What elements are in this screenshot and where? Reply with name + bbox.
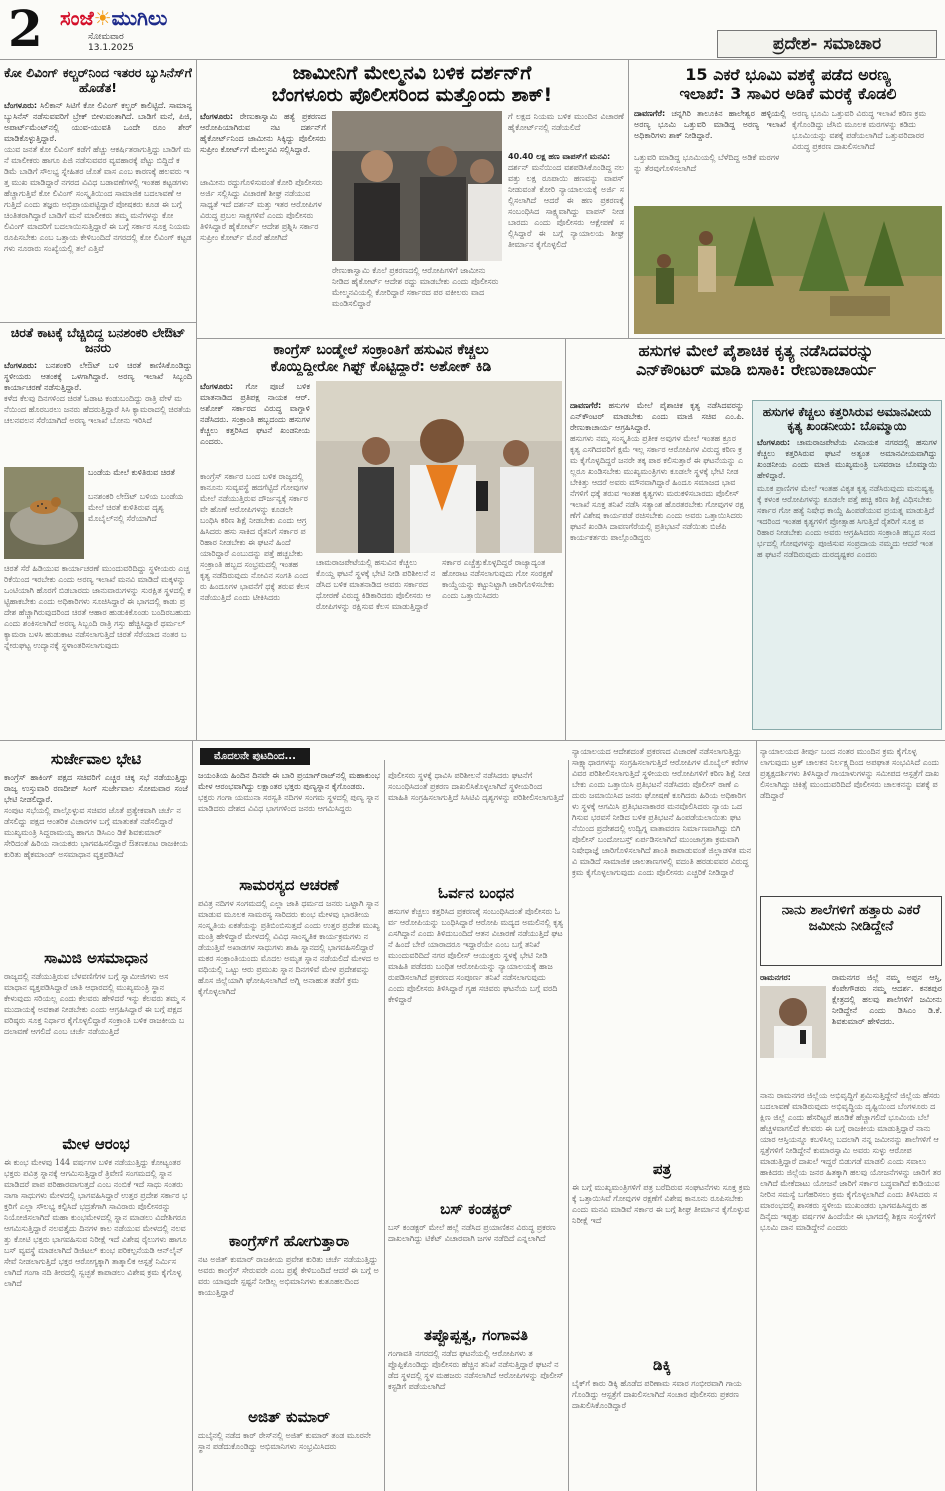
forest-photo <box>634 206 942 334</box>
darshan-photo <box>332 111 502 261</box>
body: ರೇಣುಕಾಸ್ವಾಮಿ ಹತ್ಯೆ ಪ್ರಕರಣದ ಆರೋಪಿಯಾಗಿರುವ ನಟ ದರ್ಶನ್‌ಗೆ ಹೈಕೋರ್ಟ್‌ನಿಂದ ಜಾಮೀನು ಸಿಕ್ಕಿದ್ದು ಪೊಲೀಸರು ಸುಪ್ರೀಂ ಕೋರ್ಟ್‌ಗೆ ಮೇಲ್ಮನವಿ ಸಲ್ಲಿಸಿದ್ದಾರೆ. <box>200 111 327 154</box>
subhead-1: ಸಾಮಿಜಿ ಅಸಮಾಧಾನ <box>44 949 148 967</box>
story-dks-top: ನ್ಯಾಯಾಲಯದ ತೀರ್ಪು ಬಂದ ನಂತರ ಮುಂದಿನ ಕ್ರಮ ಕೈಗೊಳ್ಳಲಾಗುವುದು ಟ್ರಕ್ ಚಾಲಕನ ನಿರ್ಲಕ್ಷ್ಯದಿಂದ ಅಪಘಾತ ಸಂಭವಿಸಿದೆ ಎಂದು ಪ್ರತ್ಯಕ್ಷದರ್ಶಿಗಳು ತಿಳಿಸಿದ್ದಾರೆ ಗಾಯಾಳುಗಳನ್ನು ಸಮೀಪದ ಆಸ್ಪತ್ರೆಗೆ ದಾಖಲಿಸಲಾಗಿದ್ದು ಚಿಕಿತ್ಸೆ ಮುಂದುವರಿದಿದೆ ಪೊಲೀಸರು ಚಾಲಕನನ್ನು ವಶಕ್ಕೆ ಪಡೆದಿದ್ದಾರೆ <box>760 747 940 800</box>
subhead-5: ಬಸ್ ಕಂಡಕ್ಟರ್ <box>440 1200 512 1218</box>
subhead-4: ಓರ್ವನ ಬಂಧನ <box>438 884 514 902</box>
continued-tag: ಮೊದಲನೇ ಪುಟದಿಂದ... <box>200 748 310 765</box>
headline-line2: ಬೆಂಗಳೂರು ಪೊಲೀಸರಿಂದ ಮತ್ತೊಂದು ಶಾಕ್! <box>271 84 553 107</box>
story-cows: ದಾವಣಗೆರೆ: ಹಸುಗಳ ಮೇಲೆ ಪೈಶಾಚಿಕ ಕೃತ್ಯ ನಡೆಸಿದವರನ್ನು ಎನ್‌ಕೌಂಟರ್ ಮಾಡಬೇಕು ಎಂದು ಮಾಜಿ ಸಚಿವ ಎಂ.ಪಿ. ರೇಣುಕಾಚಾರ್ಯ ಆಗ್ರಹಿಸಿದ್ದಾರೆ. ಹಸುಗಳು ನಮ್ಮ ಸಂಸ್ಕೃತಿಯ ಪ್ರತೀಕ ಅವುಗಳ ಮೇಲೆ ಇಂತಹ ಕ್ರೂರ ಕೃತ್ಯ ಎಸಗಿದವರಿಗೆ ಕ್ಷಮೆ ಇಲ್ಲ ಸರ್ಕಾರ ಆರೋಪಿಗಳ ವಿರುದ್ಧ ಕಠಿಣ ಕ್ರಮ ಕೈಗೊಳ್ಳದಿದ್ದರೆ ಜನರೇ ತಕ್ಕ ಪಾಠ ಕಲಿಸುತ್ತಾರೆ ಈ ಘಟನೆಯನ್ನು ಎಲ್ಲರೂ ಖಂಡಿಸಬೇಕು ಮುಖ್ಯಮಂತ್ರಿಗಳು ಕೂಡಲೇ ಸ್ಥಳಕ್ಕೆ ಭೇಟಿ ನೀಡಬೇಕಿತ್ತು ಆದರೆ ಅವರು ಮೌನವಾಗಿದ್ದಾರೆ ಹಿಂದೂ ಸಮಾಜದ ಭಾವನೆಗಳಿಗೆ ಧಕ್ಕೆ ತರುವ ಇಂತಹ ಕೃತ್ಯಗಳು ಮರುಕಳಿಸಬಾರದು ಪೊಲೀಸ್ ಇಲಾಖೆ ಸೂಕ್ತ ತನಿಖೆ ನಡೆಸಿ ಸತ್ಯಾಂಶ ಹೊರತರಬೇಕು ಗೋವುಗಳ ರಕ್ಷಣೆಗೆ ವಿಶೇಷ ಕಾರ್ಯಪಡೆ ರಚಿಸಬೇಕು ಎಂದು ಅವರು ಒತ್ತಾಯಿಸಿದರು ಘಟನೆ ಖಂಡಿಸಿ ದಾವಣಗೆರೆಯಲ್ಲಿ ಪ್ರತಿಭಟನೆ ನಡೆಯಿತು ಬಿಜೆಪಿ ಕಾರ್ಯಕರ್ತರು ಪಾಲ್ಗೊಂಡಿದ್ದರು <box>570 401 744 542</box>
headline: ಸುರ್ಜೇವಾಲ ಭೇಟಿ <box>50 750 142 768</box>
body: ಕಾಂಗ್ರೆಸ್ ಹಾಕಿಂಗ್ ಪಕ್ಷದ ಸಚಿವರಿಗೆ ಎಚ್ಚರ ಚಿಕ್ಕ ಸಭೆ ನಡೆಯುತ್ತಿದ್ದು ರಾಜ್ಯ ಉಸ್ತುವಾರಿ ರಣದೀಪ್ ಸಿಂಗ್ ಸುರ್ಜೇವಾಲ ಸೋಮವಾರ ಸಂಜೆ ಭೇಟಿ ನೀಡಲಿದ್ದಾರೆ. <box>4 773 188 804</box>
headline: ಚಿರತೆ ಕಾಟಕ್ಕೆ ಬೆಚ್ಚಿಬಿದ್ದ ಬನಶಂಕರಿ ಲೇಔಟ್ ಜನರು <box>10 326 186 355</box>
story-continued-col2: ಪೊಲೀಸರು ಸ್ಥಳಕ್ಕೆ ಧಾವಿಸಿ ಪರಿಶೀಲನೆ ನಡೆಸಿದರು ಘಟನೆಗೆ ಸಂಬಂಧಿಸಿದಂತೆ ಪ್ರಕರಣ ದಾಖಲಿಸಿಕೊಳ್ಳಲಾಗಿದೆ ಸ್ಥಳೀಯರಿಂದ ಮಾಹಿತಿ ಸಂಗ್ರಹಿಸಲಾಗುತ್ತಿದೆ ಸಿಸಿಟಿವಿ ದೃಶ್ಯಗಳನ್ನು ಪರಿಶೀಲಿಸಲಾಗುತ್ತಿದೆ ಓರ್ವನ ಬಂಧನ ಹಸುಗಳ ಕೆಚ್ಚಲು ಕತ್ತರಿಸಿದ ಪ್ರಕರಣಕ್ಕೆ ಸಂಬಂಧಿಸಿದಂತೆ ಪೊಲೀಸರು ಓರ್ವ ಆರೋಪಿಯನ್ನು ಬಂಧಿಸಿದ್ದಾರೆ ಆರೋಪಿ ಮದ್ಯದ ಅಮಲಿನಲ್ಲಿ ಕೃತ್ಯ ಎಸಗಿದ್ದಾನೆ ಎಂದು ತಿಳಿದುಬಂದಿದೆ ಆತನ ವಿಚಾರಣೆ ನಡೆಯುತ್ತಿದೆ ಘಟನೆ ಹಿಂದೆ ಬೇರೆ ಯಾರಾದರೂ ಇದ್ದಾರೆಯೇ ಎಂಬ ಬಗ್ಗೆ ತನಿಖೆ ಮುಂದುವರಿದಿದೆ ನಗರ ಪೊಲೀಸ್ ಆಯುಕ್ತರು ಸ್ಥಳಕ್ಕೆ ಭೇಟಿ ನೀಡಿ ಮಾಹಿತಿ ಪಡೆದರು ಬಂಧಿತ ಆರೋಪಿಯನ್ನು ನ್ಯಾಯಾಲಯಕ್ಕೆ ಹಾಜರುಪಡಿಸಲಾಗಿದೆ ಪ್ರಕರಣದ ಸಂಪೂರ್ಣ ತನಿಖೆ ನಡೆಸಲಾಗುವುದು ಎಂದು ಪೊಲೀಸರು ತಿಳಿಸಿದ್ದಾರೆ ಗೃಹ ಸಚಿವರು ಘಟನೆಯ ಬಗ್ಗೆ ವರದಿ ಕೇಳಿದ್ದಾರೆ ಬಸ್ ಕಂಡಕ್ಟರ್ ಬಸ್ ಕಂಡಕ್ಟರ್ ಮೇಲೆ ಹಲ್ಲೆ ನಡೆಸಿದ ಪ್ರಯಾಣಿಕನ ವಿರುದ್ಧ ಪ್ರಕರಣ ದಾಖಲಾಗಿದ್ದು ಟಿಕೆಟ್ ವಿಚಾರವಾಗಿ ಜಗಳ ನಡೆದಿದೆ ಎನ್ನಲಾಗಿದೆ ತಪ್ಪೊಪ್ಪತ್ವ, ಗಂಗಾವತಿ ಗಂಗಾವತಿ ನಗರದಲ್ಲಿ ನಡೆದ ಘಟನೆಯಲ್ಲಿ ಆರೋಪಿಗಳು ತಪ್ಪೊಪ್ಪಿಕೊಂಡಿದ್ದು ಪೊಲೀಸರು ಹೆಚ್ಚಿನ ತನಿಖೆ ನಡೆಸುತ್ತಿದ್ದಾರೆ ಘಟನೆ ನಡೆದ ಸ್ಥಳದಲ್ಲಿ ಸ್ಥಳ ಮಹಜರು ನಡೆಸಲಾಗಿದೆ ಆರೋಪಿಗಳನ್ನು ಪೊಲೀಸ್ ಕಸ್ಟಡಿಗೆ ಪಡೆಯಲಾಗಿದೆ <box>388 771 564 1391</box>
story-bommai: ಹಸುಗಳ ಕೆಚ್ಚಲು ಕತ್ತರಿಸಿರುವ ಅಮಾನವೀಯ ಕೃತ್ಯ ಖಂಡನೀಯ: ಬೊಮ್ಮಾಯಿ ಬೆಂಗಳೂರು: ಚಾಮರಾಜಪೇಟೆಯ ವಿನಾಯಕ ನಗರದಲ್ಲಿ ಹಸುಗಳ ಕೆಚ್ಚಲು ಕತ್ತರಿಸಿರುವ ಘಟನೆ ಅತ್ಯಂತ ಅಮಾನವೀಯವಾಗಿದ್ದು ಖಂಡನೀಯ ಎಂದು ಮಾಜಿ ಮುಖ್ಯಮಂತ್ರಿ ಬಸವರಾಜ ಬೊಮ್ಮಾಯಿ ಹೇಳಿದ್ದಾರೆ. ಮೂಕ ಪ್ರಾಣಿಗಳ ಮೇಲೆ ಇಂತಹ ವಿಕೃತ ಕೃತ್ಯ ನಡೆಸಿರುವುದು ಮನುಷ್ಯತ್ವಕ್ಕೆ ಕಳಂಕ ಆರೋಪಿಗಳನ್ನು ಕೂಡಲೇ ಪತ್ತೆ ಹಚ್ಚಿ ಕಠಿಣ ಶಿಕ್ಷೆ ವಿಧಿಸಬೇಕು ಸರ್ಕಾರ ಗೋ ಹತ್ಯೆ ನಿಷೇಧ ಕಾಯ್ದೆ ಹಿಂಪಡೆಯುವ ಪ್ರಯತ್ನ ಮಾಡುತ್ತಿದೆ ಇದರಿಂದ ಇಂತಹ ಕೃತ್ಯಗಳಿಗೆ ಪ್ರೋತ್ಸಾಹ ಸಿಗುತ್ತಿದೆ ರೈತರಿಗೆ ಸೂಕ್ತ ಪರಿಹಾರ ನೀಡಬೇಕು ಎಂದು ಅವರು ಆಗ್ರಹಿಸಿದರು ಸಂಕ್ರಾಂತಿ ಹಬ್ಬದ ಸಂದರ್ಭದಲ್ಲಿ ಗೋವುಗಳನ್ನು ಪೂಜಿಸುವ ಸಂಪ್ರದಾಯ ನಮ್ಮದು ಆದರೆ ಇಂತಹ ಘಟನೆ ನಡೆದಿರುವುದು ದುರದೃಷ್ಟಕರ ಎಂದರು <box>752 400 942 730</box>
dateline: ಬೆಂಗಳೂರು: <box>4 360 38 370</box>
story-continued-col3: ನ್ಯಾಯಾಲಯದ ಆದೇಶದಂತೆ ಪ್ರಕರಣದ ವಿಚಾರಣೆ ನಡೆಸಲಾಗುತ್ತಿದ್ದು ಸಾಕ್ಷ್ಯಾಧಾರಗಳನ್ನು ಸಂಗ್ರಹಿಸಲಾಗುತ್ತಿದೆ ಆರೋಪಿಗಳ ಮೊಬೈಲ್ ಕರೆಗಳ ವಿವರ ಪರಿಶೀಲಿಸಲಾಗುತ್ತಿದೆ ಸ್ಥಳೀಯರು ಆರೋಪಿಗಳಿಗೆ ಕಠಿಣ ಶಿಕ್ಷೆ ನೀಡಬೇಕು ಎಂದು ಒತ್ತಾಯಿಸಿ ಪ್ರತಿಭಟನೆ ನಡೆಸಿದರು ಪೊಲೀಸ್ ಠಾಣೆ ಎದುರು ಜಮಾಯಿಸಿದ ಜನರು ಘೋಷಣೆ ಕೂಗಿದರು ಹಿರಿಯ ಅಧಿಕಾರಿಗಳು ಸ್ಥಳಕ್ಕೆ ಆಗಮಿಸಿ ಪ್ರತಿಭಟನಾಕಾರರ ಮನವೊಲಿಸಿದರು ನ್ಯಾಯ ಒದಗಿಸುವ ಭರವಸೆ ನೀಡಿದ ಬಳಿಕ ಪ್ರತಿಭಟನೆ ಹಿಂಪಡೆಯಲಾಯಿತು ಘಟನೆಯಿಂದ ಪ್ರದೇಶದಲ್ಲಿ ಉದ್ವಿಗ್ನ ವಾತಾವರಣ ನಿರ್ಮಾಣವಾಗಿದ್ದು ಬಿಗಿ ಪೊಲೀಸ್ ಬಂದೋಬಸ್ತ್ ಏರ್ಪಡಿಸಲಾಗಿದೆ ಮುಂಜಾಗ್ರತಾ ಕ್ರಮವಾಗಿ ನಿಷೇಧಾಜ್ಞೆ ಜಾರಿಗೊಳಿಸಲಾಗಿದೆ ಶಾಂತಿ ಕಾಪಾಡುವಂತೆ ಜಿಲ್ಲಾಡಳಿತ ಮನವಿ ಮಾಡಿದೆ ಸಾಮಾಜಿಕ ಜಾಲತಾಣಗಳಲ್ಲಿ ವದಂತಿ ಹರಡುವವರ ವಿರುದ್ಧ ಕ್ರಮ ಕೈಗೊಳ್ಳಲಾಗುವುದು ಎಂದು ಪೊಲೀಸರು ಎಚ್ಚರಿಕೆ ನೀಡಿದ್ದಾರೆ ಪತ್ರ ಈ ಬಗ್ಗೆ ಮುಖ್ಯಮಂತ್ರಿಗಳಿಗೆ ಪತ್ರ ಬರೆದಿರುವ ಸಂಘಟನೆಗಳು ಸೂಕ್ತ ಕ್ರಮಕ್ಕೆ ಒತ್ತಾಯಿಸಿವೆ ಗೋವುಗಳ ರಕ್ಷಣೆಗೆ ವಿಶೇಷ ಕಾನೂನು ರೂಪಿಸಬೇಕು ಎಂದು ಮನವಿ ಮಾಡಿವೆ ಸರ್ಕಾರ ಈ ಬಗ್ಗೆ ಶೀಘ್ರ ತೀರ್ಮಾನ ಕೈಗೊಳ್ಳುವ ನಿರೀಕ್ಷೆ ಇದೆ ಡಿಕ್ಕಿ ಬೈಕ್‌ಗೆ ಕಾರು ಡಿಕ್ಕಿ ಹೊಡೆದ ಪರಿಣಾಮ ಸವಾರ ಗಂಭೀರವಾಗಿ ಗಾಯಗೊಂಡಿದ್ದು ಆಸ್ಪತ್ರೆಗೆ ದಾಖಲಿಸಲಾಗಿದೆ ಸಂಚಾರ ಪೊಲೀಸರು ಪ್ರಕರಣ ದಾಖಲಿಸಿಕೊಂಡಿದ್ದಾರೆ <box>572 747 752 1410</box>
issue-day: ಸೋಮವಾರ <box>88 32 124 42</box>
subhead-8: ಡಿಕ್ಕಿ <box>653 1356 671 1374</box>
story-cows-head <box>570 342 942 398</box>
subhead-7: ಪತ್ರ <box>652 1160 672 1178</box>
headline: ಕೋ ಲಿವಿಂಗ್ ಕಲ್ಚರ್‌ನಿಂದ ಇತರರ ಬ್ಯುಸಿನೆಸ್‌ಗೆ ಹೊಡೆತ! <box>4 66 192 95</box>
story-dks: ರಾಮನಗರ: ರಾಮನಗರ ಜಿಲ್ಲೆ ನಮ್ಮ ಅಪ್ಪನ ಆಸ್ತಿ, ಕೆಂಪೇಗೌಡರು ನಮ್ಮ ಆದರ್ಶ. ಕನಕಪುರ ಕ್ಷೇತ್ರದಲ್ಲಿ ಹಲವು ಶಾಲೆಗಳಿಗೆ ಜಮೀನು ನೀಡಿದ್ದೇನೆ ಎಂದು ಡಿಸಿಎಂ ಡಿ.ಕೆ. ಶಿವಕುಮಾರ್ ಹೇಳಿದರು. ನಾನು ರಾಮನಗರ ಜಿಲ್ಲೆಯ ಅಭಿವೃದ್ಧಿಗೆ ಶ್ರಮಿಸುತ್ತಿದ್ದೇನೆ ಜಿಲ್ಲೆಯ ಹೆಸರು ಬದಲಾವಣೆ ಮಾಡಿರುವುದು ಅಭಿವೃದ್ಧಿಯ ದೃಷ್ಟಿಯಿಂದ ಬೆಂಗಳೂರು ದಕ್ಷಿಣ ಜಿಲ್ಲೆ ಎಂದು ಹೆಸರಿಟ್ಟರೆ ಹೂಡಿಕೆ ಹೆಚ್ಚಾಗಲಿದೆ ಭೂಮಿಯ ಬೆಲೆ ಹೆಚ್ಚಳವಾಗಲಿದೆ ಕೆಲವರು ಈ ಬಗ್ಗೆ ರಾಜಕೀಯ ಮಾಡುತ್ತಿದ್ದಾರೆ ನಾನು ಯಾರ ಆಸ್ತಿಯನ್ನೂ ಕಬಳಿಸಿಲ್ಲ ಬದಲಾಗಿ ನನ್ನ ಜಮೀನನ್ನು ಶಾಲೆಗಳಿಗೆ ಆಸ್ಪತ್ರೆಗಳಿಗೆ ನೀಡಿದ್ದೇನೆ ಕುಮಾರಸ್ವಾಮಿ ಅವರು ಸುಳ್ಳು ಆರೋಪ ಮಾಡುತ್ತಿದ್ದಾರೆ ದಾಖಲೆ ಇದ್ದರೆ ಬಿಡುಗಡೆ ಮಾಡಲಿ ಎಂದು ಸವಾಲು ಹಾಕಿದರು ಜಿಲ್ಲೆಯ ಜನರ ಹಿತಕ್ಕಾಗಿ ಹಲವು ಯೋಜನೆಗಳನ್ನು ಜಾರಿಗೆ ತರಲಾಗಿದೆ ಮೇಕೆದಾಟು ಯೋಜನೆ ಜಾರಿಗೆ ಸರ್ಕಾರ ಬದ್ಧವಾಗಿದೆ ಕುಡಿಯುವ ನೀರಿನ ಸಮಸ್ಯೆ ಬಗೆಹರಿಸಲು ಕ್ರಮ ಕೈಗೊಳ್ಳಲಾಗಿದೆ ಎಂದು ತಿಳಿಸಿದರು ಸಮಾರಂಭದಲ್ಲಿ ಶಾಸಕರು ಸ್ಥಳೀಯ ಮುಖಂಡರು ಭಾಗವಹಿಸಿದ್ದರು ಹದಿನೈದು ಇಪ್ಪತ್ತು ವರ್ಷಗಳ ಹಿಂದೆಯೇ ಈ ಭಾಗದಲ್ಲಿ ಶಿಕ್ಷಣ ಸಂಸ್ಥೆಗಳಿಗೆ ಭೂಮಿ ದಾನ ಮಾಡಿದ್ದೇನೆ ಎಂದರು <box>760 973 942 1232</box>
dateline: ರಾಮನಗರ: <box>760 973 791 982</box>
headline-line2: ಎನ್‌ಕೌಂಟರ್ ಮಾಡಿ ಬಿಸಾಕಿ: ರೇಣುಕಾಚಾರ್ಯ <box>635 359 877 379</box>
headline-line2: ಕೊಯ್ದಿದ್ದೀರೋ ಗಿಫ್ಟ್ ಕೊಟ್ಟಿದ್ದಾರೆ: ಅಶೋಕ್ ಕಿಡಿ <box>270 358 492 375</box>
subhead-1: ಸಾಮರಸ್ಯದ ಆಚರಣೆ <box>239 876 339 894</box>
headline: ಹಸುಗಳ ಕೆಚ್ಚಲು ಕತ್ತರಿಸಿರುವ ಅಮಾನವೀಯ ಕೃತ್ಯ ಖಂಡನೀಯ: ಬೊಮ್ಮಾಯಿ <box>762 405 932 434</box>
story-forest: 15 ಎಕರೆ ಭೂಮಿ ವಶಕ್ಕೆ ಪಡೆದ ಅರಣ್ಯ ಇಲಾಖೆ: 3 ಸಾವಿರ ಅಡಿಕೆ ಮರಕ್ಕೆ ಕೊಡಲಿ ದಾವಣಗೆರೆ: ಚನ್ನಗಿರಿ ತಾಲೂಕಿನ ಹಾಲೇಶ್ವರ ಹಳ್ಳಿಯಲ್ಲಿ ಅರಣ್ಯ ಭೂಮಿ ಒತ್ತುವರಿ ಮಾಡಿದ್ದ ಅರಣ್ಯ ಇಲಾಖೆ ಅಧಿಕಾರಿಗಳು ಶಾಕ್ ನೀಡಿದ್ದಾರೆ. ಒತ್ತುವರಿ ಮಾಡಿದ್ದ ಭೂಮಿಯಲ್ಲಿ ಬೆಳೆದಿದ್ದ ಅಡಿಕೆ ಮರಗಳನ್ನು ತೆರವುಗೊಳಿಸಲಾಗಿದೆ ಅರಣ್ಯ ಭೂಮಿ ಒತ್ತುವರಿ ವಿರುದ್ಧ ಇಲಾಖೆ ಕಠಿಣ ಕ್ರಮ ಕೈಗೊಂಡಿದ್ದು ಜೆಸಿಬಿ ಮೂಲಕ ಮರಗಳನ್ನು ಕಡಿದು ಭೂಮಿಯನ್ನು ವಶಕ್ಕೆ ಪಡೆಯಲಾಗಿದೆ ಒತ್ತುವರಿದಾರರ ವಿರುದ್ಧ ಪ್ರಕರಣ ದಾಖಲಿಸಲಾಗಿದೆ <box>634 66 942 336</box>
dks-headline-box <box>760 896 942 966</box>
continued-body: ಜಯಂತಿಯ ಹಿಂದಿನ ದಿನವೇ ಈ ಬಾರಿ ಪ್ರಯಾಗ್‌ರಾಜ್‌ನಲ್ಲಿ ಮಹಾಕುಂಭ ಮೇಳ ಆರಂಭವಾಗಿದ್ದು ಲಕ್ಷಾಂತರ ಭಕ್ತರು ಪುಣ್ಯಸ್ನಾನ ಕೈಗೊಂಡರು. <box>198 771 380 791</box>
headline-line2: ಇಲಾಖೆ: 3 ಸಾವಿರ ಅಡಿಕೆ ಮರಕ್ಕೆ ಕೊಡಲಿ <box>679 83 897 103</box>
body: ಬನಶಂಕರಿ ಲೇಔಟ್ ಬಳಿ ಚಿರತೆ ಕಾಣಿಸಿಕೊಂಡಿದ್ದು ಸ್ಥಳೀಯರು ಆತಂಕಕ್ಕೆ ಒಳಗಾಗಿದ್ದಾರೆ. ಅರಣ್ಯ ಇಲಾಖೆ ಸಿಬ್ಬಂದಿ ಕಾರ್ಯಾಚರಣೆ ನಡೆಸುತ್ತಿದ್ದಾರೆ. <box>4 360 192 392</box>
brand-logo: ಸಂಜೆ☀ಮುಗಿಲು <box>60 6 168 30</box>
story-ashok: ಕಾಂಗ್ರೆಸ್ ಬಂಡ್ಮೇಲೆ ಸಂಕ್ರಾಂತಿಗೆ ಹಸುವಿನ ಕೆಚ್ಚಲು ಕೊಯ್ದಿದ್ದೀರೋ ಗಿಫ್ಟ್ ಕೊಟ್ಟಿದ್ದಾರೆ: ಅಶೋಕ್ ಕಿಡಿ ಬೆಂಗಳೂರು: ಗೋ ಪೂಜೆ ಬಳಿಕ ಮಾತನಾಡಿದ ಪ್ರತಿಪಕ್ಷ ನಾಯಕ ಆರ್. ಅಶೋಕ್ ಸರ್ಕಾರದ ವಿರುದ್ಧ ವಾಗ್ದಾಳಿ ನಡೆಸಿದರು. ಸಂಕ್ರಾಂತಿ ಹಬ್ಬದಂದು ಹಸುಗಳ ಕೆಚ್ಚಲು ಕತ್ತರಿಸಿದ ಘಟನೆ ಖಂಡನೀಯ ಎಂದರು. ಕಾಂಗ್ರೆಸ್ ಸರ್ಕಾರ ಬಂದ ಬಳಿಕ ರಾಜ್ಯದಲ್ಲಿ ಕಾನೂನು ಸುವ್ಯವಸ್ಥೆ ಹದಗೆಟ್ಟಿದೆ ಗೋವುಗಳ ಮೇಲೆ ನಡೆಯುತ್ತಿರುವ ದೌರ್ಜನ್ಯಕ್ಕೆ ಸರ್ಕಾರವೇ ಹೊಣೆ ಆರೋಪಿಗಳನ್ನು ಕೂಡಲೇ ಬಂಧಿಸಿ ಕಠಿಣ ಶಿಕ್ಷೆ ನೀಡಬೇಕು ಎಂದು ಆಗ್ರಹಿಸಿದರು ಹಸು ಸಾಕಿದ ರೈತನಿಗೆ ಸರ್ಕಾರ ಪರಿಹಾರ ನೀಡಬೇಕು ಈ ಘಟನೆ ಹಿಂದೆ ಯಾರಿದ್ದಾರೆ ಎಂಬುದನ್ನು ಪತ್ತೆ ಹಚ್ಚಬೇಕು ಸಂಕ್ರಾಂತಿ ಹಬ್ಬದ ಸಂಭ್ರಮದಲ್ಲಿ ಇಂತಹ ಕೃತ್ಯ ನಡೆದಿರುವುದು ನೋವಿನ ಸಂಗತಿ ಎಂದರು ಹಿಂದೂಗಳ ಭಾವನೆಗೆ ಧಕ್ಕೆ ತರುವ ಕೆಲಸ ನಡೆಯುತ್ತಿದೆ ಎಂದು ಟೀಕಿಸಿದರು ಚಾಮರಾಜಪೇಟೆಯಲ್ಲಿ ಹಸುವಿನ ಕೆಚ್ಚಲು ಕೊಯ್ದ ಘಟನೆ ಸ್ಥಳಕ್ಕೆ ಭೇಟಿ ನೀಡಿ ಪರಿಶೀಲನೆ ನಡೆಸಿದ ಬಳಿಕ ಮಾತನಾಡಿದ ಅವರು ಸರ್ಕಾರದ ಧೋರಣೆ ವಿರುದ್ಧ ಕಿಡಿಕಾರಿದರು ಪೊಲೀಸರು ಆರೋಪಿಗಳನ್ನು ರಕ್ಷಿಸುವ ಕೆಲಸ ಮಾಡುತ್ತಿದ್ದಾರೆ ಸರ್ಕಾರ ಎಚ್ಚೆತ್ತುಕೊಳ್ಳದಿದ್ದರೆ ರಾಜ್ಯಾದ್ಯಂತ ಹೋರಾಟ ನಡೆಸಲಾಗುವುದು ಗೋ ಸಂರಕ್ಷಣೆ ಕಾಯ್ದೆಯನ್ನು ಕಟ್ಟುನಿಟ್ಟಾಗಿ ಜಾರಿಗೊಳಿಸಬೇಕು ಎಂದು ಒತ್ತಾಯಿಸಿದರು <box>200 342 562 738</box>
body: ಗೋ ಪೂಜೆ ಬಳಿಕ ಮಾತನಾಡಿದ ಪ್ರತಿಪಕ್ಷ ನಾಯಕ ಆರ್. ಅಶೋಕ್ ಸರ್ಕಾರದ ವಿರುದ್ಧ ವಾಗ್ದಾಳಿ ನಡೆಸಿದರು. ಸಂಕ್ರಾಂತಿ ಹಬ್ಬದಂದು ಹಸುಗಳ ಕೆಚ್ಚಲು ಕತ್ತರಿಸಿದ ಘಟನೆ ಖಂಡನೀಯ ಎಂದರು. <box>200 382 310 447</box>
headline-line1: ಜಾಮೀನಿಗೆ ಮೇಲ್ಮನವಿ ಬಳಿಕ ದರ್ಶನ್‌ಗೆ <box>292 62 532 84</box>
issue-date: 13.1.2025 <box>88 43 134 53</box>
sun-icon: ☀ <box>93 6 112 30</box>
subhead-3: ಅಜಿತ್ ಕುಮಾರ್ <box>248 1408 330 1426</box>
body: ಹಸುಗಳ ಮೇಲೆ ಪೈಶಾಚಿಕ ಕೃತ್ಯ ನಡೆಸಿದವರನ್ನು ಎನ್‌ಕೌಂಟರ್ ಮಾಡಬೇಕು ಎಂದು ಮಾಜಿ ಸಚಿವ ಎಂ.ಪಿ. ರೇಣುಕಾಚಾರ್ಯ ಆಗ್ರಹಿಸಿದ್ದಾರೆ. <box>570 401 744 432</box>
ashok-photo <box>316 381 562 553</box>
body: ಸಿಲಿಕಾನ್ ಸಿಟಿಗೆ ಕೋ ಲಿವಿಂಗ್ ಕಲ್ಚರ್ ಕಾಲಿಟ್ಟಿದೆ. ಸಾಮಾನ್ಯ ಬ್ಯುಸಿನೆಸ್ ನಡೆಸುವವರಿಗೆ ಬ್ರೇಕ್ ಬೀಳುವಂತಾಗಿದೆ. ಬಾಡಿಗೆ ಮನೆ, ಪಿಜಿ, ಅಪಾರ್ಟ್‌ಮೆಂಟ್‌ನಲ್ಲಿ ಯುವ-ಯುವತಿ ಒಂದೇ ರೂಂ ಶೇರ್ ಮಾಡಿಕೊಳ್ಳುತ್ತಿದ್ದಾರೆ. <box>4 100 192 143</box>
leopard-photo <box>4 467 84 559</box>
leopard-inset-text: ಬಂಡೆಯ ಮೇಲೆ ಕುಳಿತಿರುವ ಚಿರತೆ <box>88 467 175 477</box>
dateline: ಬೆಂಗಳೂರು: <box>200 382 234 392</box>
page-number: 2 <box>8 0 43 58</box>
masthead <box>0 0 945 60</box>
headline: ನಾನು ಶಾಲೆಗಳಿಗೆ ಹತ್ತಾರು ಎಕರೆ ಜಮೀನು ನೀಡಿದ್ದೇನೆ <box>781 902 921 934</box>
headline-line1: ಹಸುಗಳ ಮೇಲೆ ಪೈಶಾಚಿಕ ಕೃತ್ಯ ನಡೆಸಿದವರನ್ನು <box>638 342 874 360</box>
body: ಚಾಮರಾಜಪೇಟೆಯ ವಿನಾಯಕ ನಗರದಲ್ಲಿ ಹಸುಗಳ ಕೆಚ್ಚಲು ಕತ್ತರಿಸಿರುವ ಘಟನೆ ಅತ್ಯಂತ ಅಮಾನವೀಯವಾಗಿದ್ದು ಖಂಡನೀಯ ಎಂದು ಮಾಜಿ ಮುಖ್ಯಮಂತ್ರಿ ಬಸವರಾಜ ಬೊಮ್ಮಾಯಿ ಹೇಳಿದ್ದಾರೆ. <box>757 438 937 481</box>
dateline: ಬೆಂಗಳೂರು: <box>757 438 791 448</box>
dateline: ಬೆಂಗಳೂರು: <box>4 100 38 110</box>
dateline: ದಾವಣಗೆರೆ: <box>570 401 602 410</box>
body: ಚನ್ನಗಿರಿ ತಾಲೂಕಿನ ಹಾಲೇಶ್ವರ ಹಳ್ಳಿಯಲ್ಲಿ ಅರಣ್ಯ ಭೂಮಿ ಒತ್ತುವರಿ ಮಾಡಿದ್ದ ಅರಣ್ಯ ಇಲಾಖೆ ಅಧಿಕಾರಿಗಳು ಶಾಕ್ ನೀಡಿದ್ದಾರೆ. <box>634 108 786 140</box>
story-leopard: ಚಿರತೆ ಕಾಟಕ್ಕೆ ಬೆಚ್ಚಿಬಿದ್ದ ಬನಶಂಕರಿ ಲೇಔಟ್ ಜನರು ಬೆಂಗಳೂರು: ಬನಶಂಕರಿ ಲೇಔಟ್ ಬಳಿ ಚಿರತೆ ಕಾಣಿಸಿಕೊಂಡಿದ್ದು ಸ್ಥಳೀಯರು ಆತಂಕಕ್ಕೆ ಒಳಗಾಗಿದ್ದಾರೆ. ಅರಣ್ಯ ಇಲಾಖೆ ಸಿಬ್ಬಂದಿ ಕಾರ್ಯಾಚರಣೆ ನಡೆಸುತ್ತಿದ್ದಾರೆ. ಕಳೆದ ಕೆಲವು ದಿನಗಳಿಂದ ಚಿರತೆ ಓಡಾಟ ಕಂಡುಬಂದಿದ್ದು ರಾತ್ರಿ ವೇಳೆ ಮನೆಯಿಂದ ಹೊರಬರಲು ಜನರು ಹೆದರುತ್ತಿದ್ದಾರೆ ಸಿಸಿ ಕ್ಯಾಮರಾದಲ್ಲಿ ಚಿರತೆಯ ಚಲನವಲನ ಸೆರೆಯಾಗಿದೆ ಅರಣ್ಯ ಇಲಾಖೆ ಬೋನು ಇರಿಸಿದೆ ಬಂಡೆಯ ಮೇಲೆ ಕುಳಿತಿರುವ ಚಿರತೆ ಬನಶಂಕರಿ ಲೇಔಟ್ ಬಳಿಯ ಬಂಡೆಯ ಮೇಲೆ ಚಿರತೆ ಕುಳಿತಿರುವ ದೃಶ್ಯ ಮೊಬೈಲ್‌ನಲ್ಲಿ ಸೆರೆಯಾಗಿದೆ ಚಿರತೆ ಸೆರೆ ಹಿಡಿಯುವ ಕಾರ್ಯಾಚರಣೆ ಮುಂದುವರಿದಿದ್ದು ಸ್ಥಳೀಯರು ಎಚ್ಚರಿಕೆಯಿಂದ ಇರಬೇಕು ಎಂದು ಅರಣ್ಯ ಇಲಾಖೆ ಮನವಿ ಮಾಡಿದೆ ಮಕ್ಕಳನ್ನು ಒಂಟಿಯಾಗಿ ಹೊರಗೆ ಬಿಡಬಾರದು ಜಾನುವಾರುಗಳನ್ನು ಸುರಕ್ಷಿತ ಸ್ಥಳದಲ್ಲಿ ಕಟ್ಟಿಹಾಕಬೇಕು ಎಂದು ಅಧಿಕಾರಿಗಳು ಸೂಚಿಸಿದ್ದಾರೆ ಈ ಭಾಗದಲ್ಲಿ ಕಾಡು ಪ್ರದೇಶ ಹೆಚ್ಚಾಗಿರುವುದರಿಂದ ಚಿರತೆ ಆಹಾರ ಹುಡುಕಿಕೊಂಡು ಬಂದಿರಬಹುದು ಎಂದು ಶಂಕಿಸಲಾಗಿದೆ ಅರಣ್ಯ ಸಿಬ್ಬಂದಿ ರಾತ್ರಿ ಗಸ್ತು ಹೆಚ್ಚಿಸಿದ್ದಾರೆ ಥರ್ಮಲ್ ಕ್ಯಾಮರಾ ಬಳಸಿ ಹುಡುಕಾಟ ನಡೆಸಲಾಗುತ್ತಿದೆ ಚಿರತೆ ಸೆರೆಯಾದ ನಂತರ ಬನ್ನೇರುಘಟ್ಟ ಉದ್ಯಾನಕ್ಕೆ ಸ್ಥಳಾಂತರಿಸಲಾಗುವುದು <box>4 326 192 650</box>
story-continued-col1: ಜಯಂತಿಯ ಹಿಂದಿನ ದಿನವೇ ಈ ಬಾರಿ ಪ್ರಯಾಗ್‌ರಾಜ್‌ನಲ್ಲಿ ಮಹಾಕುಂಭ ಮೇಳ ಆರಂಭವಾಗಿದ್ದು ಲಕ್ಷಾಂತರ ಭಕ್ತರು ಪುಣ್ಯಸ್ನಾನ ಕೈಗೊಂಡರು. ಭಕ್ತರು ಗಂಗಾ ಯಮುನಾ ಸರಸ್ವತಿ ನದಿಗಳ ಸಂಗಮ ಸ್ಥಳದಲ್ಲಿ ಪುಣ್ಯ ಸ್ನಾನ ಮಾಡಿದರು ದೇಶದ ವಿವಿಧ ಭಾಗಗಳಿಂದ ಜನರು ಆಗಮಿಸಿದ್ದರು ಸಾಮರಸ್ಯದ ಆಚರಣೆ ಪವಿತ್ರ ನದಿಗಳ ಸಂಗಮದಲ್ಲಿ ಎಲ್ಲಾ ಜಾತಿ ಧರ್ಮದ ಜನರು ಒಟ್ಟಾಗಿ ಸ್ನಾನ ಮಾಡುವ ಮೂಲಕ ಸಾಮರಸ್ಯ ಸಾರಿದರು ಕುಂಭ ಮೇಳವು ಭಾರತೀಯ ಸಂಸ್ಕೃತಿಯ ಏಕತೆಯನ್ನು ಪ್ರತಿಬಿಂಬಿಸುತ್ತದೆ ಎಂದು ಉತ್ತರ ಪ್ರದೇಶ ಮುಖ್ಯಮಂತ್ರಿ ಹೇಳಿದ್ದಾರೆ ಮೇಳದಲ್ಲಿ ವಿವಿಧ ಸಾಂಸ್ಕೃತಿಕ ಕಾರ್ಯಕ್ರಮಗಳು ನಡೆಯುತ್ತಿವೆ ಅಖಾಡಗಳ ಸಾಧುಗಳು ಶಾಹಿ ಸ್ನಾನದಲ್ಲಿ ಭಾಗವಹಿಸಲಿದ್ದಾರೆ ಮಕರ ಸಂಕ್ರಾಂತಿಯಂದು ಮೊದಲ ಅಮೃತ ಸ್ನಾನ ನಡೆಯಲಿದೆ ಮೇಳದ ಅವಧಿಯಲ್ಲಿ ಒಟ್ಟು ಆರು ಪ್ರಮುಖ ಸ್ನಾನ ದಿನಗಳಿವೆ ಮೇಳ ಪ್ರದೇಶವನ್ನು ಹೊಸ ಜಿಲ್ಲೆಯಾಗಿ ಘೋಷಿಸಲಾಗಿದೆ ಅಗ್ನಿ ಅನಾಹುತ ತಡೆಗೆ ಕ್ರಮ ಕೈಗೊಳ್ಳಲಾಗಿದೆ ಕಾಂಗ್ರೆಸ್‌ಗೆ ಹೋಗುತ್ತಾರಾ ನಟ ಅಜಿತ್ ಕುಮಾರ್ ರಾಜಕೀಯ ಪ್ರವೇಶ ಕುರಿತು ಚರ್ಚೆ ನಡೆಯುತ್ತಿದ್ದು ಅವರು ಕಾಂಗ್ರೆಸ್ ಸೇರುವರೇ ಎಂಬ ಪ್ರಶ್ನೆ ಕೇಳಿಬಂದಿದೆ ಆದರೆ ಈ ಬಗ್ಗೆ ಅವರು ಯಾವುದೇ ಸ್ಪಷ್ಟನೆ ನೀಡಿಲ್ಲ ಅಭಿಮಾನಿಗಳು ಕುತೂಹಲದಿಂದ ಕಾಯುತ್ತಿದ್ದಾರೆ ಅಜಿತ್ ಕುಮಾರ್ ದುಬೈನಲ್ಲಿ ನಡೆದ ಕಾರ್ ರೇಸ್‌ನಲ್ಲಿ ಅಜಿತ್ ಕುಮಾರ್ ತಂಡ ಮೂರನೇ ಸ್ಥಾನ ಪಡೆದುಕೊಂಡಿದ್ದು ಅಭಿಮಾನಿಗಳು ಸಂಭ್ರಮಿಸಿದರು <box>198 771 380 1451</box>
headline-line1: 15 ಎಕರೆ ಭೂಮಿ ವಶಕ್ಕೆ ಪಡೆದ ಅರಣ್ಯ <box>685 66 891 84</box>
subhead-2: ಮೇಳ ಆರಂಭ <box>62 1135 130 1153</box>
subhead-6: ತಪ್ಪೊಪ್ಪತ್ವ, ಗಂಗಾವತಿ <box>424 1326 528 1344</box>
story-co-living: ಕೋ ಲಿವಿಂಗ್ ಕಲ್ಚರ್‌ನಿಂದ ಇತರರ ಬ್ಯುಸಿನೆಸ್‌ಗೆ ಹೊಡೆತ! ಬೆಂಗಳೂರು: ಸಿಲಿಕಾನ್ ಸಿಟಿಗೆ ಕೋ ಲಿವಿಂಗ್ ಕಲ್ಚರ್ ಕಾಲಿಟ್ಟಿದೆ. ಸಾಮಾನ್ಯ ಬ್ಯುಸಿನೆಸ್ ನಡೆಸುವವರಿಗೆ ಬ್ರೇಕ್ ಬೀಳುವಂತಾಗಿದೆ. ಬಾಡಿಗೆ ಮನೆ, ಪಿಜಿ, ಅಪಾರ್ಟ್‌ಮೆಂಟ್‌ನಲ್ಲಿ ಯುವ-ಯುವತಿ ಒಂದೇ ರೂಂ ಶೇರ್ ಮಾಡಿಕೊಳ್ಳುತ್ತಿದ್ದಾರೆ. ಯುವ ಜನತೆ ಕೋ ಲಿವಿಂಗ್ ಕಡೆಗೆ ಹೆಚ್ಚು ಆಕರ್ಷಿತರಾಗುತ್ತಿದ್ದು ಬಾಡಿಗೆ ಮನೆ ಮಾಲೀಕರು ಹಾಗೂ ಪಿಜಿ ನಡೆಸುವವರ ವ್ಯವಹಾರಕ್ಕೆ ಪೆಟ್ಟು ಬಿದ್ದಿದೆ ಕಡಿಮೆ ಬಾಡಿಗೆ ಸೌಲಭ್ಯ ಸ್ನೇಹಿತರ ಜೊತೆ ವಾಸ ಎಂಬ ಕಾರಣಕ್ಕೆ ಹಲವರು ಇತ್ತ ಮುಖ ಮಾಡಿದ್ದಾರೆ ನಗರದ ವಿವಿಧ ಬಡಾವಣೆಗಳಲ್ಲಿ ಇಂತಹ ಕಟ್ಟಡಗಳು ಹೆಚ್ಚಾಗುತ್ತಿವೆ ಕೋ ಲಿವಿಂಗ್ ಸಂಸ್ಕೃತಿಯಿಂದ ಸಾಮಾಜಿಕ ಬದಲಾವಣೆ ಆಗುತ್ತಿದೆ ಎಂದು ತಜ್ಞರು ಅಭಿಪ್ರಾಯಪಟ್ಟಿದ್ದಾರೆ ಪೋಷಕರು ಕೂಡ ಈ ಬಗ್ಗೆ ಚಿಂತಿತರಾಗಿದ್ದಾರೆ ಬಾಡಿಗೆ ಮನೆ ಮಾಲೀಕರು ತಮ್ಮ ಮನೆಗಳನ್ನು ಕೋ ಲಿವಿಂಗ್ ಮಾದರಿಗೆ ಬದಲಾಯಿಸುತ್ತಿದ್ದಾರೆ ಈ ಬಗ್ಗೆ ಸರ್ಕಾರ ಸೂಕ್ತ ನಿಯಮ ರೂಪಿಸಬೇಕು ಎಂಬ ಒತ್ತಾಯ ಕೇಳಿಬಂದಿದೆ ನಗರದಲ್ಲಿ ಕೋ ಲಿವಿಂಗ್ ಕಟ್ಟಡಗಳು ನೂರಾರು ಸಂಖ್ಯೆಯಲ್ಲಿ ತಲೆ ಎತ್ತಿವೆ <box>4 66 192 253</box>
story-darshan: ಜಾಮೀನಿಗೆ ಮೇಲ್ಮನವಿ ಬಳಿಕ ದರ್ಶನ್‌ಗೆ ಬೆಂಗಳೂರು ಪೊಲೀಸರಿಂದ ಮತ್ತೊಂದು ಶಾಕ್! ಬೆಂಗಳೂರು: ರೇಣುಕಾಸ್ವಾಮಿ ಹತ್ಯೆ ಪ್ರಕರಣದ ಆರೋಪಿಯಾಗಿರುವ ನಟ ದರ್ಶನ್‌ಗೆ ಹೈಕೋರ್ಟ್‌ನಿಂದ ಜಾಮೀನು ಸಿಕ್ಕಿದ್ದು ಪೊಲೀಸರು ಸುಪ್ರೀಂ ಕೋರ್ಟ್‌ಗೆ ಮೇಲ್ಮನವಿ ಸಲ್ಲಿಸಿದ್ದಾರೆ. ಜಾಮೀನು ರದ್ದುಗೊಳಿಸುವಂತೆ ಕೋರಿ ಪೊಲೀಸರು ಅರ್ಜಿ ಸಲ್ಲಿಸಿದ್ದು ವಿಚಾರಣೆ ಶೀಘ್ರ ನಡೆಯುವ ಸಾಧ್ಯತೆ ಇದೆ ದರ್ಶನ್ ಮತ್ತು ಇತರ ಆರೋಪಿಗಳ ವಿರುದ್ಧ ಪ್ರಬಲ ಸಾಕ್ಷ್ಯಗಳಿವೆ ಎಂದು ಪೊಲೀಸರು ತಿಳಿಸಿದ್ದಾರೆ ಹೈಕೋರ್ಟ್ ಆದೇಶ ಪ್ರಶ್ನಿಸಿ ಸರ್ಕಾರ ಸುಪ್ರೀಂ ಕೋರ್ಟ್ ಮೊರೆ ಹೋಗಿದೆ ರೇಣುಕಾಸ್ವಾಮಿ ಕೊಲೆ ಪ್ರಕರಣದಲ್ಲಿ ಆರೋಪಿಗಳಿಗೆ ಜಾಮೀನು ನೀಡಿದ ಹೈಕೋರ್ಟ್ ಆದೇಶ ರದ್ದು ಮಾಡಬೇಕು ಎಂದು ಪೊಲೀಸರು ಮೇಲ್ಮನವಿಯಲ್ಲಿ ಕೋರಿದ್ದಾರೆ ಸರ್ಕಾರದ ಪರ ವಕೀಲರು ವಾದ ಮಂಡಿಸಲಿದ್ದಾರೆ ಗೆ ಲಕ್ಷದ ನಿಯಮ ಬಳಿಕ ಮುಂದಿನ ವಿಚಾರಣೆ ಹೈಕೋರ್ಟ್‌ನಲ್ಲಿ ನಡೆಯಲಿದೆ 40.40 ಲಕ್ಷ ಹಣ ವಾಪಸ್‌ಗೆ ಮನವಿ: ದರ್ಶನ್ ಮನೆಯಿಂದ ವಶಪಡಿಸಿಕೊಂಡಿದ್ದ ನಲವತ್ತು ಲಕ್ಷ ರೂಪಾಯಿ ಹಣವನ್ನು ವಾಪಸ್ ನೀಡುವಂತೆ ಕೋರಿ ನ್ಯಾಯಾಲಯಕ್ಕೆ ಅರ್ಜಿ ಸಲ್ಲಿಸಲಾಗಿದೆ ಆದರೆ ಈ ಹಣ ಪ್ರಕರಣಕ್ಕೆ ಸಂಬಂಧಿಸಿದ ಸಾಕ್ಷ್ಯವಾಗಿದ್ದು ವಾಪಸ್ ನೀಡಬಾರದು ಎಂದು ಪೊಲೀಸರು ಆಕ್ಷೇಪಣೆ ಸಲ್ಲಿಸಿದ್ದಾರೆ ಈ ಬಗ್ಗೆ ನ್ಯಾಯಾಲಯ ಶೀಘ್ರ ತೀರ್ಮಾನ ಕೈಗೊಳ್ಳಲಿದೆ <box>200 62 624 308</box>
subhead-2: ಕಾಂಗ್ರೆಸ್‌ಗೆ ಹೋಗುತ್ತಾರಾ <box>228 1232 350 1250</box>
dateline: ಬೆಂಗಳೂರು: <box>200 111 234 121</box>
dks-photo <box>760 986 826 1058</box>
headline-line1: ಕಾಂಗ್ರೆಸ್ ಬಂಡ್ಮೇಲೆ ಸಂಕ್ರಾಂತಿಗೆ ಹಸುವಿನ ಕೆಚ್ಚಲು <box>273 342 489 358</box>
subhead: 40.40 ಲಕ್ಷ ಹಣ ವಾಪಸ್‌ಗೆ ಮನವಿ: <box>508 151 611 161</box>
issue-info <box>88 32 134 54</box>
section-label: ಪ್ರದೇಶ- ಸಮಾಚಾರ <box>717 30 937 58</box>
body: ರಾಮನಗರ ಜಿಲ್ಲೆ ನಮ್ಮ ಅಪ್ಪನ ಆಸ್ತಿ, ಕೆಂಪೇಗೌಡರು ನಮ್ಮ ಆದರ್ಶ. ಕನಕಪುರ ಕ್ಷೇತ್ರದಲ್ಲಿ ಹಲವು ಶಾಲೆಗಳಿಗೆ ಜಮೀನು ನೀಡಿದ್ದೇನೆ ಎಂದು ಡಿಸಿಎಂ ಡಿ.ಕೆ. ಶಿವಕುಮಾರ್ ಹೇಳಿದರು. <box>832 973 942 1026</box>
dateline: ದಾವಣಗೆರೆ: <box>634 108 666 118</box>
story-surjewala: ಸುರ್ಜೇವಾಲ ಭೇಟಿ ಕಾಂಗ್ರೆಸ್ ಹಾಕಿಂಗ್ ಪಕ್ಷದ ಸಚಿವರಿಗೆ ಎಚ್ಚರ ಚಿಕ್ಕ ಸಭೆ ನಡೆಯುತ್ತಿದ್ದು ರಾಜ್ಯ ಉಸ್ತುವಾರಿ ರಣದೀಪ್ ಸಿಂಗ್ ಸುರ್ಜೇವಾಲ ಸೋಮವಾರ ಸಂಜೆ ಭೇಟಿ ನೀಡಲಿದ್ದಾರೆ. ಸಂಪುಟ ಸಭೆಯಲ್ಲಿ ಪಾಲ್ಗೊಳ್ಳುವ ಸಚಿವರ ಜೊತೆ ಪ್ರತ್ಯೇಕವಾಗಿ ಚರ್ಚೆ ನಡೆಸಲಿದ್ದು ಪಕ್ಷದ ಆಂತರಿಕ ವಿಚಾರಗಳ ಬಗ್ಗೆ ಮಾತುಕತೆ ನಡೆಸಲಿದ್ದಾರೆ ಮುಖ್ಯಮಂತ್ರಿ ಸಿದ್ದರಾಮಯ್ಯ ಹಾಗೂ ಡಿಸಿಎಂ ಡಿಕೆ ಶಿವಕುಮಾರ್ ಸೇರಿದಂತೆ ಹಿರಿಯ ನಾಯಕರು ಭಾಗವಹಿಸಲಿದ್ದಾರೆ ಔತಣಕೂಟ ರಾಜಕೀಯ ಕುರಿತು ಹೈಕಮಾಂಡ್ ಅಸಮಾಧಾನ ವ್ಯಕ್ತಪಡಿಸಿದೆ ಸಾಮಿಜಿ ಅಸಮಾಧಾನ ರಾಜ್ಯದಲ್ಲಿ ನಡೆಯುತ್ತಿರುವ ಬೆಳವಣಿಗೆಗಳ ಬಗ್ಗೆ ಸ್ವಾಮೀಜಿಗಳು ಅಸಮಾಧಾನ ವ್ಯಕ್ತಪಡಿಸಿದ್ದಾರೆ ಜಾತಿ ಆಧಾರದಲ್ಲಿ ಮುಖ್ಯಮಂತ್ರಿ ಸ್ಥಾನ ಕೇಳುವುದು ಸರಿಯಲ್ಲ ಎಂದು ಕೆಲವರು ಹೇಳಿದರೆ ಇನ್ನು ಕೆಲವರು ತಮ್ಮ ಸಮುದಾಯಕ್ಕೆ ಅವಕಾಶ ನೀಡಬೇಕು ಎಂದು ಆಗ್ರಹಿಸಿದ್ದಾರೆ ಈ ಬಗ್ಗೆ ಪಕ್ಷದ ವರಿಷ್ಠರು ಸೂಕ್ತ ನಿರ್ಧಾರ ಕೈಗೊಳ್ಳಲಿದ್ದಾರೆ ಸಂಕ್ರಾಂತಿ ಬಳಿಕ ರಾಜಕೀಯ ಬದಲಾವಣೆ ಆಗಲಿದೆ ಎಂಬ ಚರ್ಚೆ ನಡೆಯುತ್ತಿದೆ ಮೇಳ ಆರಂಭ ಈ ಕುಂಭ ಮೇಳವು 144 ವರ್ಷಗಳ ಬಳಿಕ ನಡೆಯುತ್ತಿದ್ದು ಕೋಟ್ಯಂತರ ಭಕ್ತರು ಪವಿತ್ರ ಸ್ನಾನಕ್ಕೆ ಆಗಮಿಸುತ್ತಿದ್ದಾರೆ ತ್ರಿವೇಣಿ ಸಂಗಮದಲ್ಲಿ ಸ್ನಾನ ಮಾಡಿದರೆ ಪಾಪ ಪರಿಹಾರವಾಗುತ್ತದೆ ಎಂಬ ನಂಬಿಕೆ ಇದೆ ಸಾಧು ಸಂತರು ನಾಗಾ ಸಾಧುಗಳು ಮೇಳದಲ್ಲಿ ಭಾಗವಹಿಸಿದ್ದಾರೆ ಉತ್ತರ ಪ್ರದೇಶ ಸರ್ಕಾರ ಭಕ್ತರಿಗೆ ಎಲ್ಲಾ ಸೌಲಭ್ಯ ಕಲ್ಪಿಸಿದೆ ಭದ್ರತೆಗಾಗಿ ಸಾವಿರಾರು ಪೊಲೀಸರನ್ನು ನಿಯೋಜಿಸಲಾಗಿದೆ ಮಹಾ ಕುಂಭಮೇಳದಲ್ಲಿ ಸ್ನಾನ ಮಾಡಲು ವಿದೇಶಿಗರೂ ಆಗಮಿಸುತ್ತಿದ್ದಾರೆ ನಲವತ್ತೈದು ದಿನಗಳ ಕಾಲ ನಡೆಯುವ ಮೇಳದಲ್ಲಿ ನಲವತ್ತು ಕೋಟಿ ಭಕ್ತರು ಭಾಗವಹಿಸುವ ನಿರೀಕ್ಷೆ ಇದೆ ವಿಶೇಷ ರೈಲುಗಳು ಹಾಗೂ ಬಸ್ ವ್ಯವಸ್ಥೆ ಮಾಡಲಾಗಿದೆ ಡಿಜಿಟಲ್ ಕುಂಭ ಪರಿಕಲ್ಪನೆಯಡಿ ಆನ್‌ಲೈನ್ ಸೇವೆ ನೀಡಲಾಗುತ್ತಿದೆ ಭಕ್ತರ ಆರೋಗ್ಯಕ್ಕಾಗಿ ತಾತ್ಕಾಲಿಕ ಆಸ್ಪತ್ರೆ ನಿರ್ಮಿಸಲಾಗಿದೆ ಗಂಗಾ ನದಿ ತೀರದಲ್ಲಿ ಸ್ವಚ್ಛತೆ ಕಾಪಾಡಲು ವಿಶೇಷ ಕ್ರಮ ಕೈಗೊಳ್ಳಲಾಗಿದೆ <box>4 750 188 1288</box>
